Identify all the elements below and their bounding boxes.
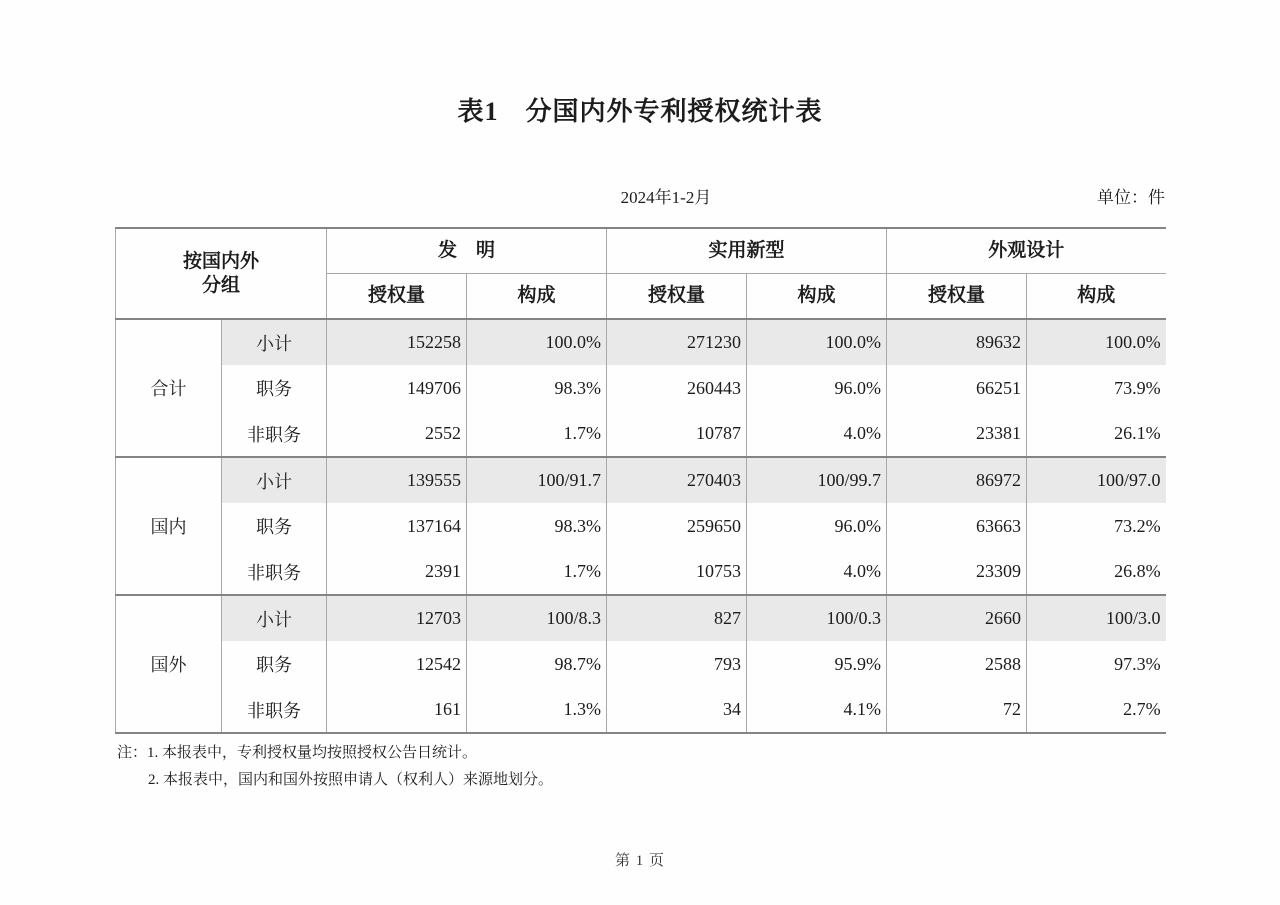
table-cell: 23309: [887, 549, 1027, 595]
table-cell: 72: [887, 687, 1027, 733]
table-cell: 1.7%: [467, 411, 607, 457]
category-label: 小计: [222, 319, 327, 365]
table-cell: 63663: [887, 503, 1027, 549]
group-label: 合计: [116, 319, 222, 457]
corner-header-line2: 分组: [202, 274, 241, 296]
table-row: [116, 411, 1166, 457]
table-cell: 98.3%: [467, 503, 607, 549]
table-cell: 26.1%: [1027, 411, 1166, 457]
page-title: 表1 分国内外专利授权统计表: [457, 97, 823, 126]
page-number: 第 1 页: [614, 853, 665, 869]
table-cell: 152258: [327, 319, 467, 365]
unit-label: 单位：件: [1097, 188, 1165, 207]
category-label: 小计: [222, 457, 327, 503]
table-cell: 149706: [327, 365, 467, 411]
table-cell: 793: [607, 641, 747, 687]
table-cell: 26.8%: [1027, 549, 1166, 595]
subheader-granted-invention: 授权量: [327, 273, 467, 319]
patent-grant-table: [115, 227, 1166, 734]
table-cell: 10787: [607, 411, 747, 457]
table-row: [116, 595, 1166, 641]
subheader-share-invention: 构成: [467, 273, 607, 319]
table-cell: 89632: [887, 319, 1027, 365]
table-cell: 827: [607, 595, 747, 641]
table-cell: 100/8.3: [467, 595, 607, 641]
table-cell: 23381: [887, 411, 1027, 457]
table-cell: 100/99.7: [747, 457, 887, 503]
table-row: [116, 319, 1166, 365]
corner-header: [116, 228, 327, 319]
table-cell: 100.0%: [467, 319, 607, 365]
table-cell: 95.9%: [747, 641, 887, 687]
table-cell: 271230: [607, 319, 747, 365]
table-meta-row: [115, 183, 1165, 209]
note-line: [117, 740, 553, 767]
table-cell: 73.9%: [1027, 365, 1166, 411]
table-cell: 97.3%: [1027, 641, 1166, 687]
table-row: [116, 457, 1166, 503]
table-cell: 34: [607, 687, 747, 733]
subheader-granted-design: 授权量: [887, 273, 1027, 319]
table-cell: 86972: [887, 457, 1027, 503]
table-cell: 96.0%: [747, 365, 887, 411]
notes-label: 注：: [117, 745, 148, 761]
table-cell: 100/97.0: [1027, 457, 1166, 503]
table-cell: 100.0%: [1027, 319, 1166, 365]
table-cell: 139555: [327, 457, 467, 503]
table-cell: 98.3%: [467, 365, 607, 411]
category-label: 职务: [222, 365, 327, 411]
col-group-utility-model: 实用新型: [607, 228, 887, 273]
table-group-1: [116, 457, 1166, 595]
category-label: 小计: [222, 595, 327, 641]
table-row: [116, 549, 1166, 595]
table-cell: 2588: [887, 641, 1027, 687]
col-group-invention: 发 明: [327, 228, 607, 273]
table-cell: 96.0%: [747, 503, 887, 549]
table-cell: 270403: [607, 457, 747, 503]
table-cell: 260443: [607, 365, 747, 411]
table-cell: 100/91.7: [467, 457, 607, 503]
subheader-share-design: 构成: [1027, 273, 1166, 319]
table-cell: 137164: [327, 503, 467, 549]
table-cell: 73.2%: [1027, 503, 1166, 549]
table-row: [116, 365, 1166, 411]
table-group-2: [116, 595, 1166, 733]
table-cell: 100/0.3: [747, 595, 887, 641]
category-label: 职务: [222, 641, 327, 687]
note-text: 1. 本报表中，专利授权量均按照授权公告日统计。: [147, 745, 478, 761]
table-cell: 66251: [887, 365, 1027, 411]
table-cell: 98.7%: [467, 641, 607, 687]
table-cell: 4.0%: [747, 411, 887, 457]
table-cell: 1.3%: [467, 687, 607, 733]
category-label: 职务: [222, 503, 327, 549]
table-cell: 2.7%: [1027, 687, 1166, 733]
table-cell: 1.7%: [467, 549, 607, 595]
table-cell: 161: [327, 687, 467, 733]
table-cell: 100.0%: [747, 319, 887, 365]
header-row-groups: [116, 228, 1166, 273]
table-notes: [117, 740, 553, 794]
report-period: 2024年1-2月: [620, 188, 712, 207]
corner-header-line1: 按国内外: [183, 250, 260, 272]
subheader-share-utility: 构成: [747, 273, 887, 319]
category-label: 非职务: [222, 687, 327, 733]
table-row: [116, 641, 1166, 687]
category-label: 非职务: [222, 411, 327, 457]
table-cell: 12542: [327, 641, 467, 687]
group-label: 国内: [116, 457, 222, 595]
col-group-design: 外观设计: [887, 228, 1166, 273]
table-cell: 10753: [607, 549, 747, 595]
table-row: [116, 687, 1166, 733]
group-label: 国外: [116, 595, 222, 733]
subheader-granted-utility: 授权量: [607, 273, 747, 319]
table-cell: 100/3.0: [1027, 595, 1166, 641]
table-cell: 2552: [327, 411, 467, 457]
table-cell: 4.0%: [747, 549, 887, 595]
table-row: [116, 503, 1166, 549]
note-line: 2. 本报表中，国内和国外按照申请人（权利人）来源地划分。: [148, 772, 554, 788]
table-cell: 12703: [327, 595, 467, 641]
table-group-0: [116, 319, 1166, 457]
table-cell: 259650: [607, 503, 747, 549]
table-cell: 4.1%: [747, 687, 887, 733]
category-label: 非职务: [222, 549, 327, 595]
table-cell: 2391: [327, 549, 467, 595]
table-cell: 2660: [887, 595, 1027, 641]
table-header: [116, 228, 1166, 319]
